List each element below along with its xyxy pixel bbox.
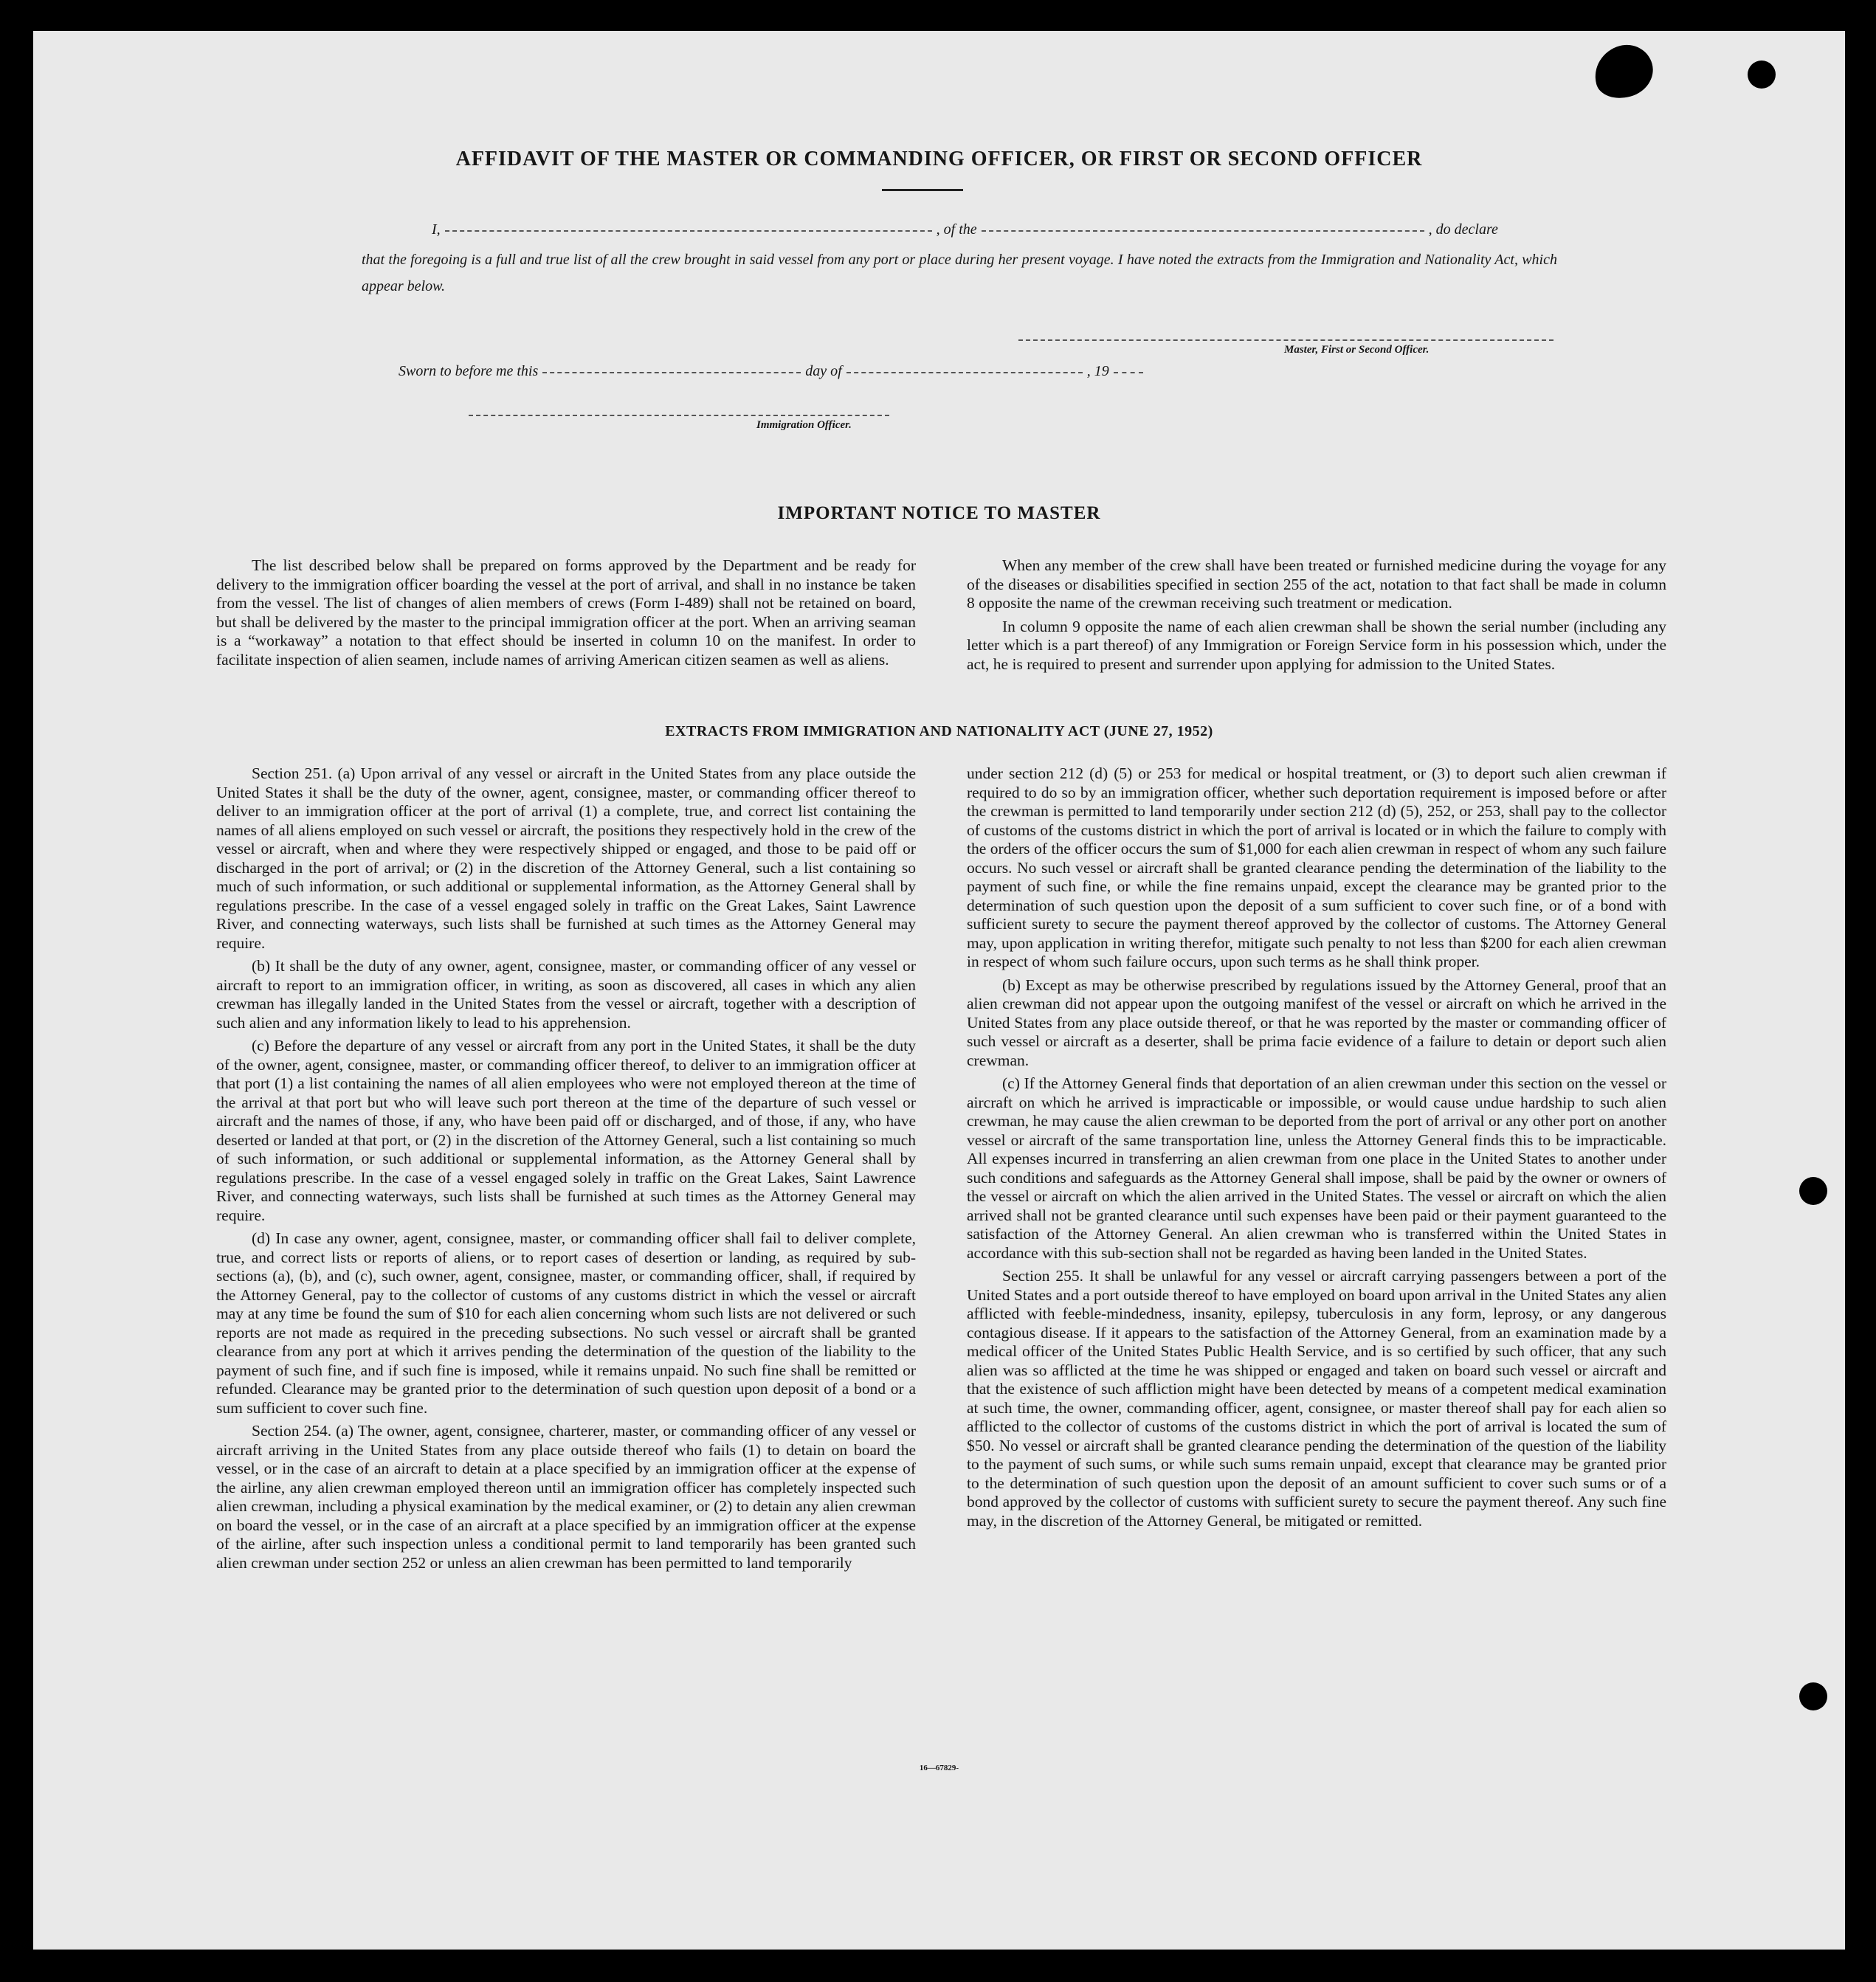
sworn-line xyxy=(399,363,1148,380)
extract-paragraph: under section 212 (d) (5) or 253 for medical or hospital treatment, or (3) to deport such alien crewman if required to do so by an immigration officer, whether such deportation requirement is imposed before or after the crewman is permitted to land temporarily under section 212 (d) (5), 252, or 253, shall pay to the collector of customs of the customs district in which the port of arrival is located or in which the failure to comply with the orders of the officer occurs the sum of $1,000 for each alien crewman in respect of whom any such failure occurs. No such vessel or aircraft shall be granted clearance pending the determination of the liability to the payment of such fine, or while the fine remains unpaid, except the clearance may be granted prior to the determination of such question upon the deposit of a sum sufficient to cover such fine, or of a bond with sufficient surety to secure the payment thereof approved by the collector of customs. The Attorney General may, upon application in writing therefor, mitigate such penalty to not less than $200 for each alien crewman in respect of whom such failure occurs, upon such terms as he shall think proper. xyxy=(967,764,1666,970)
do-declare-label: , do declare xyxy=(1428,221,1498,238)
master-caption: Master, First or Second Officer. xyxy=(1284,344,1430,356)
sworn-year-field[interactable] xyxy=(1114,371,1143,373)
extracts-right-column xyxy=(967,764,1666,1535)
sworn-month-field[interactable] xyxy=(846,371,1083,373)
extract-paragraph: Section 255. It shall be unlawful for any vessel or aircraft carrying passengers between a port of the United States and a port outside thereof to have employed on board upon arrival in the United States any alien afflicted with feeble-mindedness, insanity, epilepsy, tuberculosis in any form, leprosy, or any dangerous contagious disease. If it appears to the satisfaction of the Attorney General, from an examination made by a medical officer of the United States Public Health Service, and is so certified by such officer, that any such alien was so afflicted at the time he was shipped or engaged and taken on board such vessel or aircraft and that the existence of such affliction might have been detected by means of a competent medical examination at such time, the owner, commanding officer, agent, consignee, or master thereof shall pay for each alien so afflicted to the collector of customs of the customs district in which the port of arrival is located the sum of $50. No vessel or aircraft shall be granted clearance pending the determination of the question of the liability to the payment of such sums, or while such sums remain unpaid, except that clearance may be granted prior to the determination of such question upon the deposit of an amount sufficient to cover such sums or of a bond approved by the collector of customs with sufficient surety to secure the payment thereof. Any such fine may, in the discretion of the Attorney General, be mitigated or remitted. xyxy=(967,1267,1666,1530)
extract-paragraph: (b) Except as may be otherwise prescribed by regulations issued by the Attorney General, proof that an alien crewman did not appear upon the outgoing manifest of the vessel or aircraft on which he arrived in the United States from any place outside thereof, or that he was reported by the master or commanding officer of such vessel or aircraft as a deserter, shall be prima facie evidence of a failure to detain or deport such alien crewman. xyxy=(967,976,1666,1069)
sworn-day-field[interactable] xyxy=(542,371,801,373)
notice-left-column xyxy=(216,556,916,674)
punch-hole xyxy=(1799,1682,1827,1710)
vessel-field[interactable] xyxy=(982,229,1424,232)
year-label: , 19 xyxy=(1086,363,1109,379)
name-field[interactable] xyxy=(445,229,932,232)
sworn-label: Sworn to before me this xyxy=(399,363,539,379)
i-label: I, xyxy=(432,221,441,238)
officer-caption: Immigration Officer. xyxy=(756,419,852,431)
extracts-title: EXTRACTS FROM IMMIGRATION AND NATIONALITY ACT (JUNE 27, 1952) xyxy=(665,723,1213,739)
extract-paragraph: Section 254. (a) The owner, agent, consignee, charterer, master, or commanding officer of any vessel or aircraft arriving in the United States from any place outside thereof who fails (1) to detain on board the vessel, or in the case of an aircraft to detain at a place specified by an immigration officer at the expense of the airline, any alien crewman employed thereon until an immigration officer has completely inspected such alien crewman, including a physical examination by the medical examiner, or (2) to detain any alien crewman on board the vessel, or in the case of an aircraft at a place specified by an immigration officer at the expense of the airline, after such inspection unless a conditional permit to land temporarily has been granted such alien crewman under section 252 or unless an alien crewman has been permitted to land temporarily xyxy=(216,1422,916,1572)
title-rule xyxy=(882,189,963,191)
affidavit-title: AFFIDAVIT OF THE MASTER OR COMMANDING OFFICER, OR FIRST OR SECOND OFFICER xyxy=(455,148,1423,170)
extracts-left-column xyxy=(216,764,916,1577)
of-the-label: , of the xyxy=(936,221,977,238)
punch-hole xyxy=(1748,61,1776,89)
extract-paragraph: (c) If the Attorney General finds that deportation of an alien crewman under this section on the vessel or aircraft on which he arrived is impracticable or impossible, or would cause undue hardship to such alien crewman, he may cause the alien crewman to be deported from the port of arrival or any other port on another vessel or aircraft of the same transportation line, unless the Attorney General finds this to be impracticable. All expenses incurred in transferring an alien crewman from one place in the United States to another under such conditions and safeguards as the Attorney General shall impose, shall be paid by the owner or owners of the vessel or aircraft on which the alien arrived in the United States. The vessel or aircraft on which the alien arrived shall not be granted clearance until such expenses have been paid or their payment guaranteed to the satisfaction of the Attorney General. An alien crewman who is transferred within the United States in accordance with this sub-section shall not be regarded as having been landed in the United States. xyxy=(967,1074,1666,1262)
day-of-label: day of xyxy=(805,363,842,379)
notice-paragraph: In column 9 opposite the name of each alien crewman shall be shown the serial number (including any letter which is a part thereof) of any Immigration or Foreign Service form in his possession which, under the act, he is required to present and surrender upon applying for admission to the United States. xyxy=(967,617,1666,673)
officer-signature-field[interactable] xyxy=(469,415,889,416)
extract-paragraph: (c) Before the departure of any vessel or aircraft from any port in the United States, it shall be the duty of the owner, agent, consignee, master, or commanding officer thereof, to deliver to an immigration officer at that port (1) a list containing the names of all alien employees who were not employed thereon at the time of the arrival at that port but who will leave such port thereon at the time of the departure of such vessel or aircraft and the names of those, if any, who have been paid off or discharged, and of those, if any, who have deserted or landed at that port, or (2) in the discretion of the Attorney General, such a list containing so much of such information, or such additional or supplemental information, as the Attorney General shall by regulations prescribe. In the case of a vessel engaged solely in traffic on the Great Lakes, Saint Lawrence River, and connecting waterways, such lists shall be furnished at such times as the Attorney General may require. xyxy=(216,1037,916,1224)
notice-paragraph: The list described below shall be prepared on forms approved by the Department and be ready for delivery to the immigration officer boarding the vessel at the port of arrival, and shall in no instance be taken from the vessel. The list of changes of alien members of crews (Form I-489) shall not be retained on board, but shall be delivered by the master to the principal immigration officer at the port. When an arriving seaman is a “workaway” a notation to that effect should be inserted in column 10 on the manifest. In order to facilitate inspection of alien seamen, include names of arriving American citizen seamen as well as aliens. xyxy=(216,556,916,669)
declaration-line xyxy=(432,221,1498,238)
declaration-text: that the foregoing is a full and true list of all the crew brought in said vessel from any port or place during her present voyage. I have noted the extracts from the Immigration and Nationality Act, which appear below. xyxy=(362,252,1557,294)
notice-paragraph: When any member of the crew shall have been treated or furnished medicine during the voyage for any of the diseases or disabilities specified in section 255 of the act, notation to that fact shall be made in column 8 opposite the name of the crewman receiving such treatment or medication. xyxy=(967,556,1666,612)
extract-paragraph: Section 251. (a) Upon arrival of any vessel or aircraft in the United States from any place outside the United States it shall be the duty of the owner, agent, consignee, master, or commanding officer thereof to deliver to an immigration officer at the port of arrival (1) a complete, true, and correct list containing the names of all aliens employed on such vessel or aircraft, the positions they respectively hold in the crew of the vessel or aircraft, when and where they were respectively shipped or engaged, and those to be paid off or discharged in the port of arrival; or (2) in the discretion of the Attorney General, such a list containing so much of such information, or such additional or supplemental information, as the Attorney General shall by regulations prescribe. In the case of a vessel engaged solely in traffic on the Great Lakes, Saint Lawrence River, and connecting waterways, such lists shall be furnished at such times as the Attorney General may require. xyxy=(216,764,916,952)
extract-paragraph: (b) It shall be the duty of any owner, agent, consignee, master, or commanding officer of any vessel or aircraft to report to an immigration officer, in writing, as soon as discovered, all cases in which any alien crewman has illegally landed in the United States from the vessel or aircraft, together with a description of such alien and any information likely to lead to his apprehension. xyxy=(216,957,916,1032)
form-number: 16—67829- xyxy=(919,1764,959,1772)
master-signature-field[interactable] xyxy=(1018,339,1553,341)
ink-blot xyxy=(1588,39,1658,104)
document-page xyxy=(33,31,1845,1950)
notice-right-column xyxy=(967,556,1666,678)
notice-title: IMPORTANT NOTICE TO MASTER xyxy=(777,503,1101,523)
extract-paragraph: (d) In case any owner, agent, consignee, master, or commanding officer shall fail to deliver complete, true, and correct lists or reports of aliens, or to report cases of desertion or landing, as required by sub-sections (a), (b), and (c), such owner, agent, consignee, master, or commanding officer, shall, if required by the Attorney General, pay to the collector of customs of any customs district in which the vessel or aircraft may at any time be found the sum of $10 for each alien concerning whom such lists are not delivered or such reports are not made as required in the preceding subsections. No such vessel or aircraft shall be granted clearance from any port at which it arrives pending the determination of the question of the liability to the payment of such fine, and if such fine is imposed, while it remains unpaid. No such fine shall be remitted or refunded. Clearance may be granted prior to the determination of such question upon deposit of a bond or a sum sufficient to cover such fine. xyxy=(216,1229,916,1417)
punch-hole xyxy=(1799,1177,1827,1205)
